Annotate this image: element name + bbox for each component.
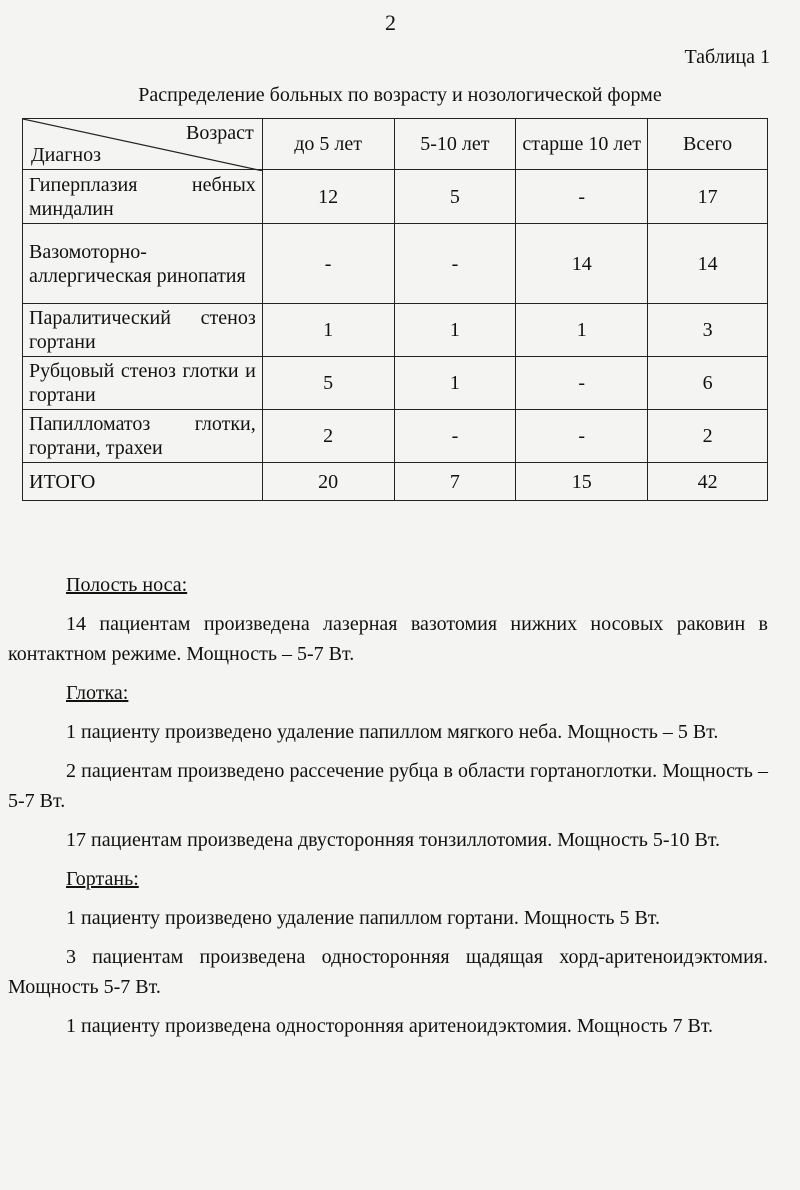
value-cell: 5 [262, 357, 394, 410]
value-cell: - [394, 224, 516, 304]
section-heading-larynx: Гортань: [66, 868, 139, 890]
table-row [23, 357, 768, 410]
table-title: Распределение больных по возрасту и нозологической форме [138, 84, 662, 106]
paragraph: 1 пациенту произведено удаление папиллом гортани. Мощность 5 Вт. [66, 907, 661, 929]
section-heading-pharynx: Глотка: [66, 682, 129, 704]
value-cell: - [516, 170, 648, 224]
column-header: старше 10 лет [516, 119, 648, 170]
diagnosis-cell: Рубцовый стеноз глотки и гортани [23, 357, 263, 410]
table-row [23, 304, 768, 357]
diagonal-header-cell [23, 119, 263, 170]
total-value-cell: 15 [516, 463, 648, 501]
paragraph: 3 пациентам произведена односторонняя щадящая хорд-аритеноидэктомия. Мощность 5-7 Вт. [8, 946, 768, 998]
value-cell: - [262, 224, 394, 304]
corner-diagnosis-label: Диагноз [31, 144, 102, 166]
table-header-row [23, 119, 768, 170]
diagnosis-cell: Паралитический стеноз гортани [23, 304, 263, 357]
value-cell: 14 [516, 224, 648, 304]
value-cell: 1 [262, 304, 394, 357]
corner-age-label: Возраст [186, 122, 254, 144]
value-cell: 17 [648, 170, 768, 224]
value-cell: 1 [394, 357, 516, 410]
section-heading-nasal-cavity: Полость носа: [66, 574, 188, 596]
total-value-cell: 20 [262, 463, 394, 501]
value-cell: 3 [648, 304, 768, 357]
value-cell: 2 [262, 410, 394, 463]
paragraph: 2 пациентам произведено рассечение рубца в области гортаноглотки. Мощность – 5-7 Вт. [8, 760, 768, 812]
value-cell: 5 [394, 170, 516, 224]
value-cell: 12 [262, 170, 394, 224]
paragraph: 1 пациенту произведена односторонняя аритеноидэктомия. Мощность 7 Вт. [66, 1015, 714, 1037]
value-cell: 2 [648, 410, 768, 463]
table-row [23, 410, 768, 463]
paragraph: 17 пациентам произведена двусторонняя тонзиллотомия. Мощность 5-10 Вт. [66, 829, 721, 851]
table-total-row [23, 463, 768, 501]
diagnosis-cell: Гиперплазия небных миндалин [23, 170, 263, 224]
distribution-table [22, 118, 768, 501]
value-cell: 6 [648, 357, 768, 410]
value-cell: - [516, 410, 648, 463]
diagnosis-cell: Вазомоторно-аллергическая ринопатия [23, 224, 263, 304]
value-cell: 14 [648, 224, 768, 304]
column-header: до 5 лет [262, 119, 394, 170]
body-text [8, 570, 768, 1050]
paragraph: 1 пациенту произведено удаление папиллом мягкого неба. Мощность – 5 Вт. [66, 721, 719, 743]
value-cell: 1 [516, 304, 648, 357]
total-value-cell: 7 [394, 463, 516, 501]
paragraph: 14 пациентам произведена лазерная вазотомия нижних носовых раковин в контактном режиме. Мощность – 5-7 Вт. [8, 613, 768, 665]
table-row [23, 170, 768, 224]
value-cell: 1 [394, 304, 516, 357]
page-number: 2 [385, 10, 396, 35]
total-label-cell: ИТОГО [23, 463, 263, 501]
value-cell: - [394, 410, 516, 463]
column-header: Всего [648, 119, 768, 170]
total-value-cell: 42 [648, 463, 768, 501]
diagnosis-cell: Папилломатоз глотки, гортани, трахеи [23, 410, 263, 463]
table-row [23, 224, 768, 304]
column-header: 5-10 лет [394, 119, 516, 170]
value-cell: - [516, 357, 648, 410]
table-label: Таблица 1 [684, 46, 770, 68]
